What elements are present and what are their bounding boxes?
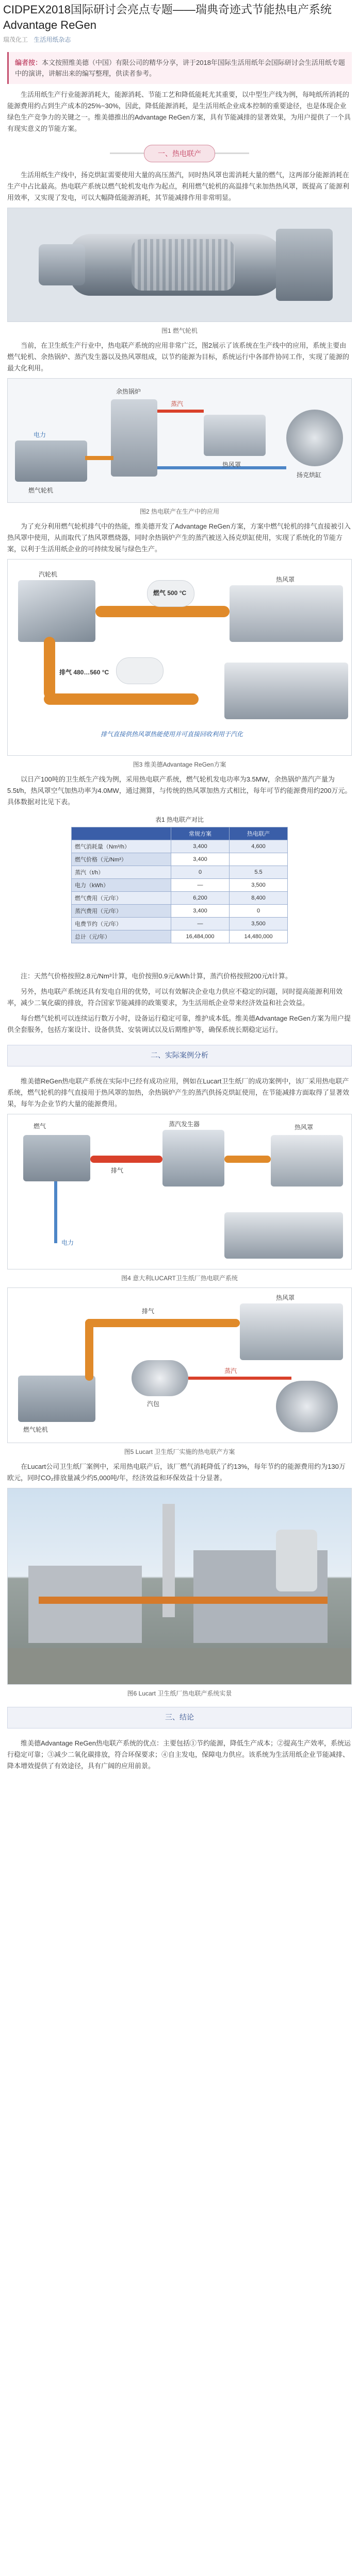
table-row [72, 840, 288, 853]
boiler-unit [111, 399, 157, 477]
exhaust-pipe [85, 456, 113, 460]
gas-turbine-unit [23, 1135, 90, 1181]
spacer [0, 1009, 359, 1013]
editor-note [7, 52, 352, 84]
hot-gas-duct-bottom [44, 693, 199, 705]
exhaust-duct-across [85, 1319, 240, 1327]
article-source: 瑞茂化工 [3, 36, 28, 43]
comparison-table [71, 827, 288, 943]
label-steam-gen: 蒸汽发生器 [169, 1121, 200, 1128]
turbine-3d [18, 580, 95, 642]
yankee-unit [276, 1381, 338, 1432]
label-drum: 汽包 [147, 1400, 160, 1408]
figure-lucart-system [7, 1114, 352, 1269]
figure-caption: 图6 Lucart 卫生纸厂热电联产系统实景 [127, 1690, 232, 1697]
intro-paragraph: 生活用纸生产行业能源消耗大，能源消耗、节能工艺和降低能耗尤其重要，以中型生产线为例，每吨纸所消耗的能源费用约占到生产成本的25%~30%，因此，降低能源消耗，是生活用纸企业成本控制的重要途径，也是体现企业绿色生产竞争力的关键之一。维美德推出的Advantage ReGen方案，具有节能减排的显著效果，为用户提供了一个具有现实意义的节能方案。 [7, 91, 351, 132]
section-label: 一、热电联产 [144, 145, 215, 162]
article-meta [0, 33, 359, 49]
figure-gas-turbine [7, 208, 352, 322]
label-hood: 热风罩 [295, 1124, 314, 1131]
label-yankee: 扬克烘缸 [297, 471, 322, 479]
table-row [72, 879, 288, 892]
turbine-blades [132, 239, 235, 291]
figure-regen-scheme [7, 559, 352, 756]
table-cell: 3,400 [171, 853, 230, 866]
hood-unit [240, 1303, 343, 1360]
table-cell: 燃气价格（元/Nm³） [72, 853, 171, 866]
table-row [72, 905, 288, 918]
figure-caption: 图4 意大利LUCART卫生纸厂热电联产系统 [121, 1275, 238, 1282]
article-title: CIDPEX2018国际研讨会亮点专题——瑞典奇迹式节能热电产系统Advantage ReGen [3, 3, 332, 31]
table-cell: 燃气费用（元/年） [72, 892, 171, 905]
label-turbine: 汽轮机 [39, 571, 58, 578]
account-link[interactable]: 生活用纸杂志 [34, 36, 71, 43]
table-header: 常规方案 [171, 827, 230, 840]
exhaust-duct-up [85, 1319, 93, 1381]
figure-caption: 图2 热电联产在生产中的应用 [139, 508, 219, 515]
paper-machine [224, 1212, 343, 1259]
label-exhaust: 排气 [142, 1308, 155, 1315]
label-hood: 热风罩 [276, 576, 295, 583]
table-cell: 总计（元/年） [72, 930, 171, 943]
table-cell: 电力（kWh） [72, 879, 171, 892]
hot-gas-duct-down [44, 637, 55, 699]
scheme-note: 排气直接供热风罩热能使用并可直接回收利用于汽化 [101, 731, 243, 738]
drum-unit [132, 1360, 188, 1396]
turbine-exhaust [276, 229, 333, 301]
table-cell: 16,484,000 [171, 930, 230, 943]
section-heading-2 [7, 1045, 352, 1066]
label-gas-turbine: 燃气轮机 [28, 487, 54, 494]
paragraph: 当前，在卫生纸生产行业中，热电联产系统的应用非常广泛，图2展示了该系统在生产线中的应用，系统主要由燃气轮机、余热锅炉、蒸汽发生器以及热风罩组成，以节约能源为目标，系统运行中各部件协同工作，实现了能源的最大化利用。 [7, 342, 350, 372]
label-hood: 热风罩 [222, 461, 241, 468]
power-line [54, 1181, 57, 1243]
table-header [72, 827, 171, 840]
table-cell: 0 [230, 905, 288, 918]
table-cell: 蒸汽（t/h） [72, 866, 171, 879]
section-heading-3 [7, 1707, 352, 1728]
hood-unit [271, 1135, 343, 1187]
table-note: 注：天然气价格按照2.8元/Nm³计算，电价按照0.9元/kWh计算，蒸汽价格按照200元/t计算。 [21, 972, 292, 980]
table-cell: 3,500 [230, 918, 288, 930]
label-boiler: 余热锅炉 [116, 388, 141, 395]
building-left [28, 1566, 142, 1643]
table-row [72, 853, 288, 866]
paragraph: 以日产100吨的卫生纸生产线为例，采用热电联产系统，燃气轮机发电功率为3.5MW，余热锅炉蒸汽产量为5.5t/h，热风罩空气加热功率为4.0MW，通过测算，与传统的热风罩加热方式相比，每年可节约能源费用约200万元。具体数据对比见下表。 [7, 775, 352, 806]
label-gas-temp: 燃气 500 °C [153, 589, 187, 597]
table-cell: 4,600 [230, 840, 288, 853]
table-cell: 5.5 [230, 866, 288, 879]
table-title: 表1 热电联产对比 [155, 816, 204, 823]
figure-caption: 图5 Lucart 卫生纸厂实施的热电联产方案 [124, 1448, 235, 1455]
gas-turbine-unit [15, 440, 87, 482]
exhaust-duct [90, 1156, 162, 1163]
paragraph: 维美德ReGen热电联产系统在实际中已经有成功应用，例如在Lucart卫生纸厂的成功案例中，该厂采用热电联产系统，燃气轮机的排气直接用于热风罩的加热，余热锅炉产生的蒸汽供扬克烘缸使用，在节能减排方面取得了显著效果，每年为企业节约大量的能源费用。 [7, 1077, 350, 1108]
hot-gas-duct [95, 606, 230, 617]
table-cell: 3,400 [171, 905, 230, 918]
table-cell: 6,200 [171, 892, 230, 905]
yankee-3d [224, 663, 348, 719]
table-cell: 14,480,000 [230, 930, 288, 943]
figure-chp-application [7, 378, 352, 503]
figure-lucart-scheme [7, 1287, 352, 1443]
table-row [72, 892, 288, 905]
table-cell: 电费节约（元/年） [72, 918, 171, 930]
pipe-rack [39, 1597, 328, 1604]
paragraph: 为了充分利用燃气轮机排气中的热能，维美德开发了Advantage ReGen方案，方案中燃气轮机的排气直接被引入热风罩中使用，从而取代了热风罩燃烧器，同时余热锅炉产生的蒸汽被送入扬克烘缸使用，实现了系统化的节能方案，以利于生活用纸企业的可持续发展与绿色生产。 [7, 522, 351, 553]
yankee-unit [286, 410, 343, 466]
label-steam: 蒸汽 [224, 1367, 237, 1375]
table-cell: 3,500 [230, 879, 288, 892]
label-exhaust: 排气 [111, 1167, 124, 1174]
figure-plant-photo [7, 1488, 352, 1685]
label-power: 电力 [34, 431, 46, 438]
paragraph: 另外，热电联产系统还具有发电自用的优势，可以有效解决企业电力供应不稳定的问题，同时提高能源利用效率，减少二氧化碳的排放，符合国家节能减排的政策要求，为生活用纸企业带来经济效益和社会效益。 [7, 988, 343, 1007]
table-cell: 燃气消耗量（Nm³/h） [72, 840, 171, 853]
paragraph: 每台燃气轮机可以连续运行数万小时，设备运行稳定可靠，维护成本低。维美德Advantage ReGen方案为用户提供全套服务，包括方案设计、设备供货、安装调试以及后期维护等，确保系统长期稳定运行。 [7, 1014, 351, 1033]
label-power: 电力 [61, 1239, 74, 1246]
table-row [72, 930, 288, 943]
figure-caption: 图3 维美德Advantage ReGen方案 [133, 761, 226, 768]
table-row [72, 918, 288, 930]
spacer [0, 982, 359, 986]
table-cell: 3,400 [171, 840, 230, 853]
turbine-inlet [39, 244, 85, 285]
hood-unit [204, 415, 266, 456]
paragraph: 维美德Advantage ReGen热电联产系统的优点：主要包括①节约能源，降低生产成本；②提高生产效率，系统运行稳定可靠；③减少二氧化碳排放，符合环保要求；④自主发电，保障电力供应。该系统为生活用纸企业节能减排、降本增效提供了有效途径，具有广阔的应用前景。 [7, 1739, 351, 1770]
table-cell: 蒸汽费用（元/年） [72, 905, 171, 918]
hood-3d [230, 585, 343, 642]
table-cell: — [171, 879, 230, 892]
section-label: 二、实际案例分析 [151, 1051, 208, 1059]
figure-caption: 图1 燃气轮机 [161, 327, 198, 334]
paragraph: 生活用纸生产线中，扬克烘缸需要使用大量的高压蒸汽，同时热风罩也需消耗大量的燃气，这两部分能源消耗在生产中占比最高。热电联产系统以燃气轮机发电作为起点，利用燃气轮机的高温排气来加热热风罩，既提高了能源利用效率，又实现了发电，可以大幅降低能源消耗，其节能减排作用非常明显。 [7, 171, 350, 201]
paragraph: 在Lucart公司卫生纸厂案例中，采用热电联产后，该厂燃气消耗降低了约13%，每年节约的能源费用约为130万欧元，同时CO₂排放量减少约5,000吨/年，经济效益和环保效益十分显著。 [7, 1463, 346, 1482]
table-cell [230, 853, 288, 866]
table-row [72, 866, 288, 879]
turbine-unit [18, 1376, 95, 1422]
gas-cloud-2 [116, 657, 164, 684]
section-heading-1 [110, 145, 249, 162]
table-header: 热电联产 [230, 827, 288, 840]
steam-line [188, 1377, 291, 1380]
editor-note-text: 本文按照维美德（中国）有限公司的精华分享，讲于2018年国际生活用纸年会国际研讨会生活用纸专题中的演讲，讲解出来的编写整理，供读者参考。 [15, 59, 345, 77]
tank [276, 1530, 317, 1591]
table-cell: 0 [171, 866, 230, 879]
label-turbine: 燃气轮机 [23, 1426, 48, 1433]
ground [8, 1648, 351, 1684]
table-cell: 8,400 [230, 892, 288, 905]
hot-air-duct [224, 1156, 271, 1163]
table-header-row [72, 827, 288, 840]
water-pipe [157, 466, 286, 469]
table-cell: — [171, 918, 230, 930]
label-hood: 热风罩 [276, 1294, 295, 1301]
steam-generator [162, 1130, 224, 1187]
comparison-table-box [7, 812, 352, 967]
editor-note-label: 编者按： [15, 59, 42, 66]
label-steam: 蒸汽 [171, 400, 184, 408]
section-label: 三、结论 [165, 1713, 194, 1721]
label-gas: 燃气 [34, 1123, 46, 1130]
steam-pipe [157, 410, 204, 413]
label-exhaust-temp: 排气 480…560 °C [59, 669, 109, 676]
